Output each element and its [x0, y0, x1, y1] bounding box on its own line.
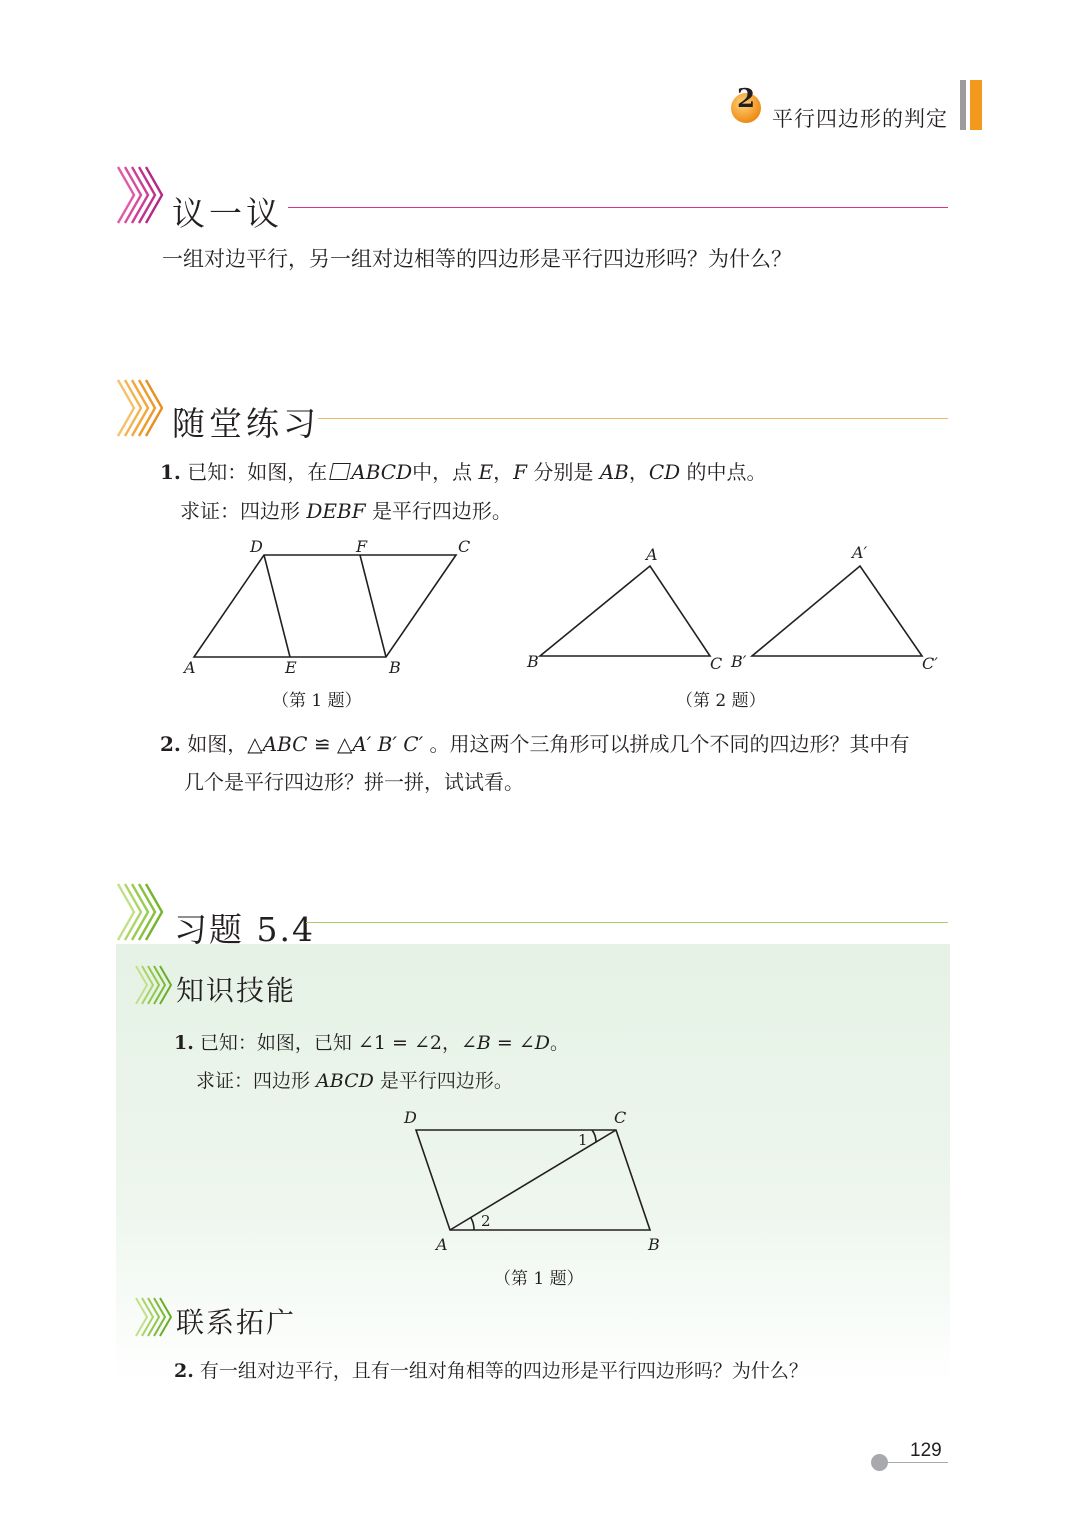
text-run: F: [513, 460, 527, 484]
text-run: 求证：四边形: [196, 1070, 317, 1092]
fig2-caption: （第 2 题）: [676, 691, 766, 711]
fig3-label-d: D: [404, 1108, 417, 1127]
text-run: 。用这两个三角形可以拼成几个不同的四边形？其中有: [423, 732, 910, 756]
exercise-e1-line2: [196, 1066, 513, 1093]
text-run: E: [478, 460, 494, 484]
text-run: 求证：四边形: [180, 499, 300, 523]
fig1-label-d: D: [250, 537, 263, 556]
triangle-abc: [540, 566, 710, 656]
practice-q1-line2: [180, 495, 512, 524]
fig3-label-c: C: [614, 1108, 627, 1127]
practice-q2-line2: 几个是平行四边形？拼一拼，试试看。: [184, 770, 524, 794]
chapter-number: 2: [737, 84, 756, 114]
footer-rule: [888, 1462, 948, 1463]
fig3-caption: （第 1 题）: [494, 1269, 584, 1289]
text-run: 是平行四边形。: [371, 499, 512, 523]
text-run: AB: [599, 460, 629, 484]
segment-de: [264, 555, 290, 657]
fig1-label-f: F: [356, 537, 368, 556]
fig2-label-c: C: [710, 654, 723, 673]
chapter-badge: [728, 84, 764, 124]
text-run: ≌ △: [307, 732, 353, 756]
chapter-title: 平行四边形的判定: [772, 107, 948, 131]
angle-1-arc: [592, 1130, 596, 1142]
exercise-title: 习题 5.4: [174, 910, 315, 949]
text-run: DEBF: [306, 499, 366, 523]
text-run: ABC: [262, 732, 308, 756]
text-run: ，: [628, 460, 649, 484]
text-run: ABCD: [316, 1070, 374, 1092]
skills-title: 知识技能: [176, 974, 297, 1007]
page-dot-icon: [871, 1454, 888, 1471]
parallelogram-icon: [329, 463, 351, 480]
text-run: 分别是: [533, 460, 594, 484]
text-run: 已知：如图，在: [187, 460, 328, 484]
text-run: ABCD: [351, 460, 413, 484]
fig1-label-c: C: [458, 537, 471, 556]
triangle-a2b2c2: [752, 566, 922, 656]
fig3-label-a: A: [436, 1235, 448, 1254]
parallelogram-abcd: [194, 555, 456, 657]
figure-congruent-triangles: [520, 540, 950, 680]
exercise-rule: [306, 922, 948, 923]
exercise-e2: [174, 1356, 808, 1383]
practice-q2-number: 2.: [160, 732, 181, 756]
header-bar-orange: [970, 80, 982, 130]
fig3-label-b: B: [648, 1235, 660, 1254]
exercise-e2-number: 2.: [174, 1360, 194, 1382]
practice-q1-line1: [160, 456, 767, 485]
header-bar-gray: [960, 80, 966, 130]
fig2-label-c-prime: C′: [922, 654, 938, 673]
fig3-angle-2: 2: [481, 1212, 491, 1230]
practice-rule: [318, 418, 948, 419]
figure-parallelogram-debf: [178, 535, 488, 685]
skills-chevron-icon: [134, 964, 172, 1006]
text-run: ，: [493, 460, 514, 484]
text-run: = ∠: [490, 1032, 535, 1054]
exercise-e1-number: 1.: [174, 1032, 194, 1054]
text-run: 的中点。: [686, 460, 767, 484]
segment-fb: [360, 555, 386, 657]
extend-chevron-icon: [134, 1296, 172, 1338]
text-run: CD: [648, 460, 681, 484]
text-run: A′ B′ C′: [352, 732, 424, 756]
page-number: 129: [910, 1440, 942, 1461]
text-run: B: [476, 1032, 491, 1054]
text-run: 如图，△: [187, 732, 263, 756]
discuss-title: 议一议: [172, 194, 283, 233]
angle-2-arc: [471, 1218, 474, 1230]
fig2-label-b: B: [527, 652, 539, 671]
practice-q2-line1: [160, 728, 909, 757]
discuss-rule: [288, 207, 948, 208]
text-run: 有一组对边平行，且有一组对角相等的四边形是平行四边形吗？为什么？: [199, 1360, 808, 1382]
fig2-label-a: A: [646, 545, 658, 564]
figure-parallelogram-diagonal: [398, 1104, 678, 1254]
fig2-label-b-prime: B′: [731, 652, 747, 671]
fig2-label-a-prime: A′: [852, 543, 868, 562]
text-run: D: [534, 1032, 550, 1054]
fig1-caption: （第 1 题）: [272, 691, 362, 711]
fig1-label-a: A: [184, 658, 196, 677]
text-run: 已知：如图，已知 ∠1 = ∠2，∠: [199, 1032, 477, 1054]
text-run: 。: [550, 1032, 570, 1054]
discuss-question: 一组对边平行，另一组对边相等的四边形是平行四边形吗？为什么？: [162, 247, 792, 271]
extend-title: 联系拓广: [176, 1306, 297, 1339]
practice-title: 随堂练习: [172, 404, 320, 443]
text-run: 是平行四边形。: [373, 1070, 513, 1092]
text-run: 中，点: [412, 460, 473, 484]
exercise-chevron-icon: [116, 882, 164, 942]
fig1-label-e: E: [285, 658, 297, 677]
discuss-chevron-icon: [116, 165, 164, 225]
practice-chevron-icon: [116, 378, 164, 438]
diagonal-ac: [450, 1130, 616, 1230]
fig1-label-b: B: [389, 658, 401, 677]
fig3-angle-1: 1: [578, 1131, 588, 1149]
practice-q1-number: 1.: [160, 460, 181, 484]
exercise-e1-line1: [174, 1028, 569, 1055]
